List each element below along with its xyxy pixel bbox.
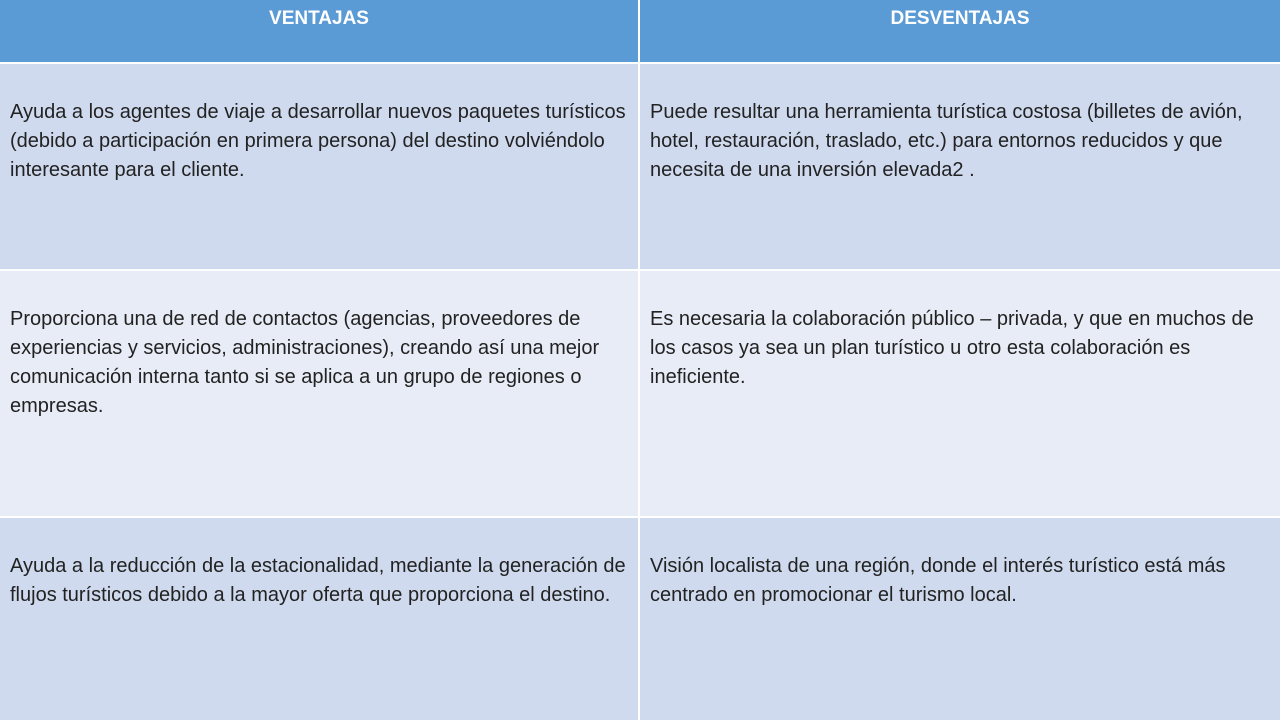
header-desventajas: DESVENTAJAS: [640, 0, 1280, 62]
header-ventajas: VENTAJAS: [0, 0, 638, 62]
desventaja-cell-3: Visión localista de una región, donde el interés turístico está más centrado en promocionar el turismo local.: [640, 518, 1280, 720]
ventaja-cell-2: Proporciona una de red de contactos (agencias, proveedores de experiencias y servicios, administraciones), creando así una mejor comunicación interna tanto si se aplica a un grupo de regiones o empresas.: [0, 271, 638, 516]
ventaja-cell-3: Ayuda a la reducción de la estacionalidad, mediante la generación de flujos turísticos debido a la mayor oferta que proporciona el destino.: [0, 518, 638, 720]
desventaja-cell-1: Puede resultar una herramienta turística costosa (billetes de avión, hotel, restauración, traslado, etc.) para entornos reducidos y que necesita de una inversión elevada2 .: [640, 64, 1280, 269]
desventaja-cell-2: Es necesaria la colaboración público – privada, y que en muchos de los casos ya sea un plan turístico u otro esta colaboración es ineficiente.: [640, 271, 1280, 516]
ventaja-cell-1: Ayuda a los agentes de viaje a desarrollar nuevos paquetes turísticos (debido a participación en primera persona) del destino volviéndolo interesante para el cliente.: [0, 64, 638, 269]
